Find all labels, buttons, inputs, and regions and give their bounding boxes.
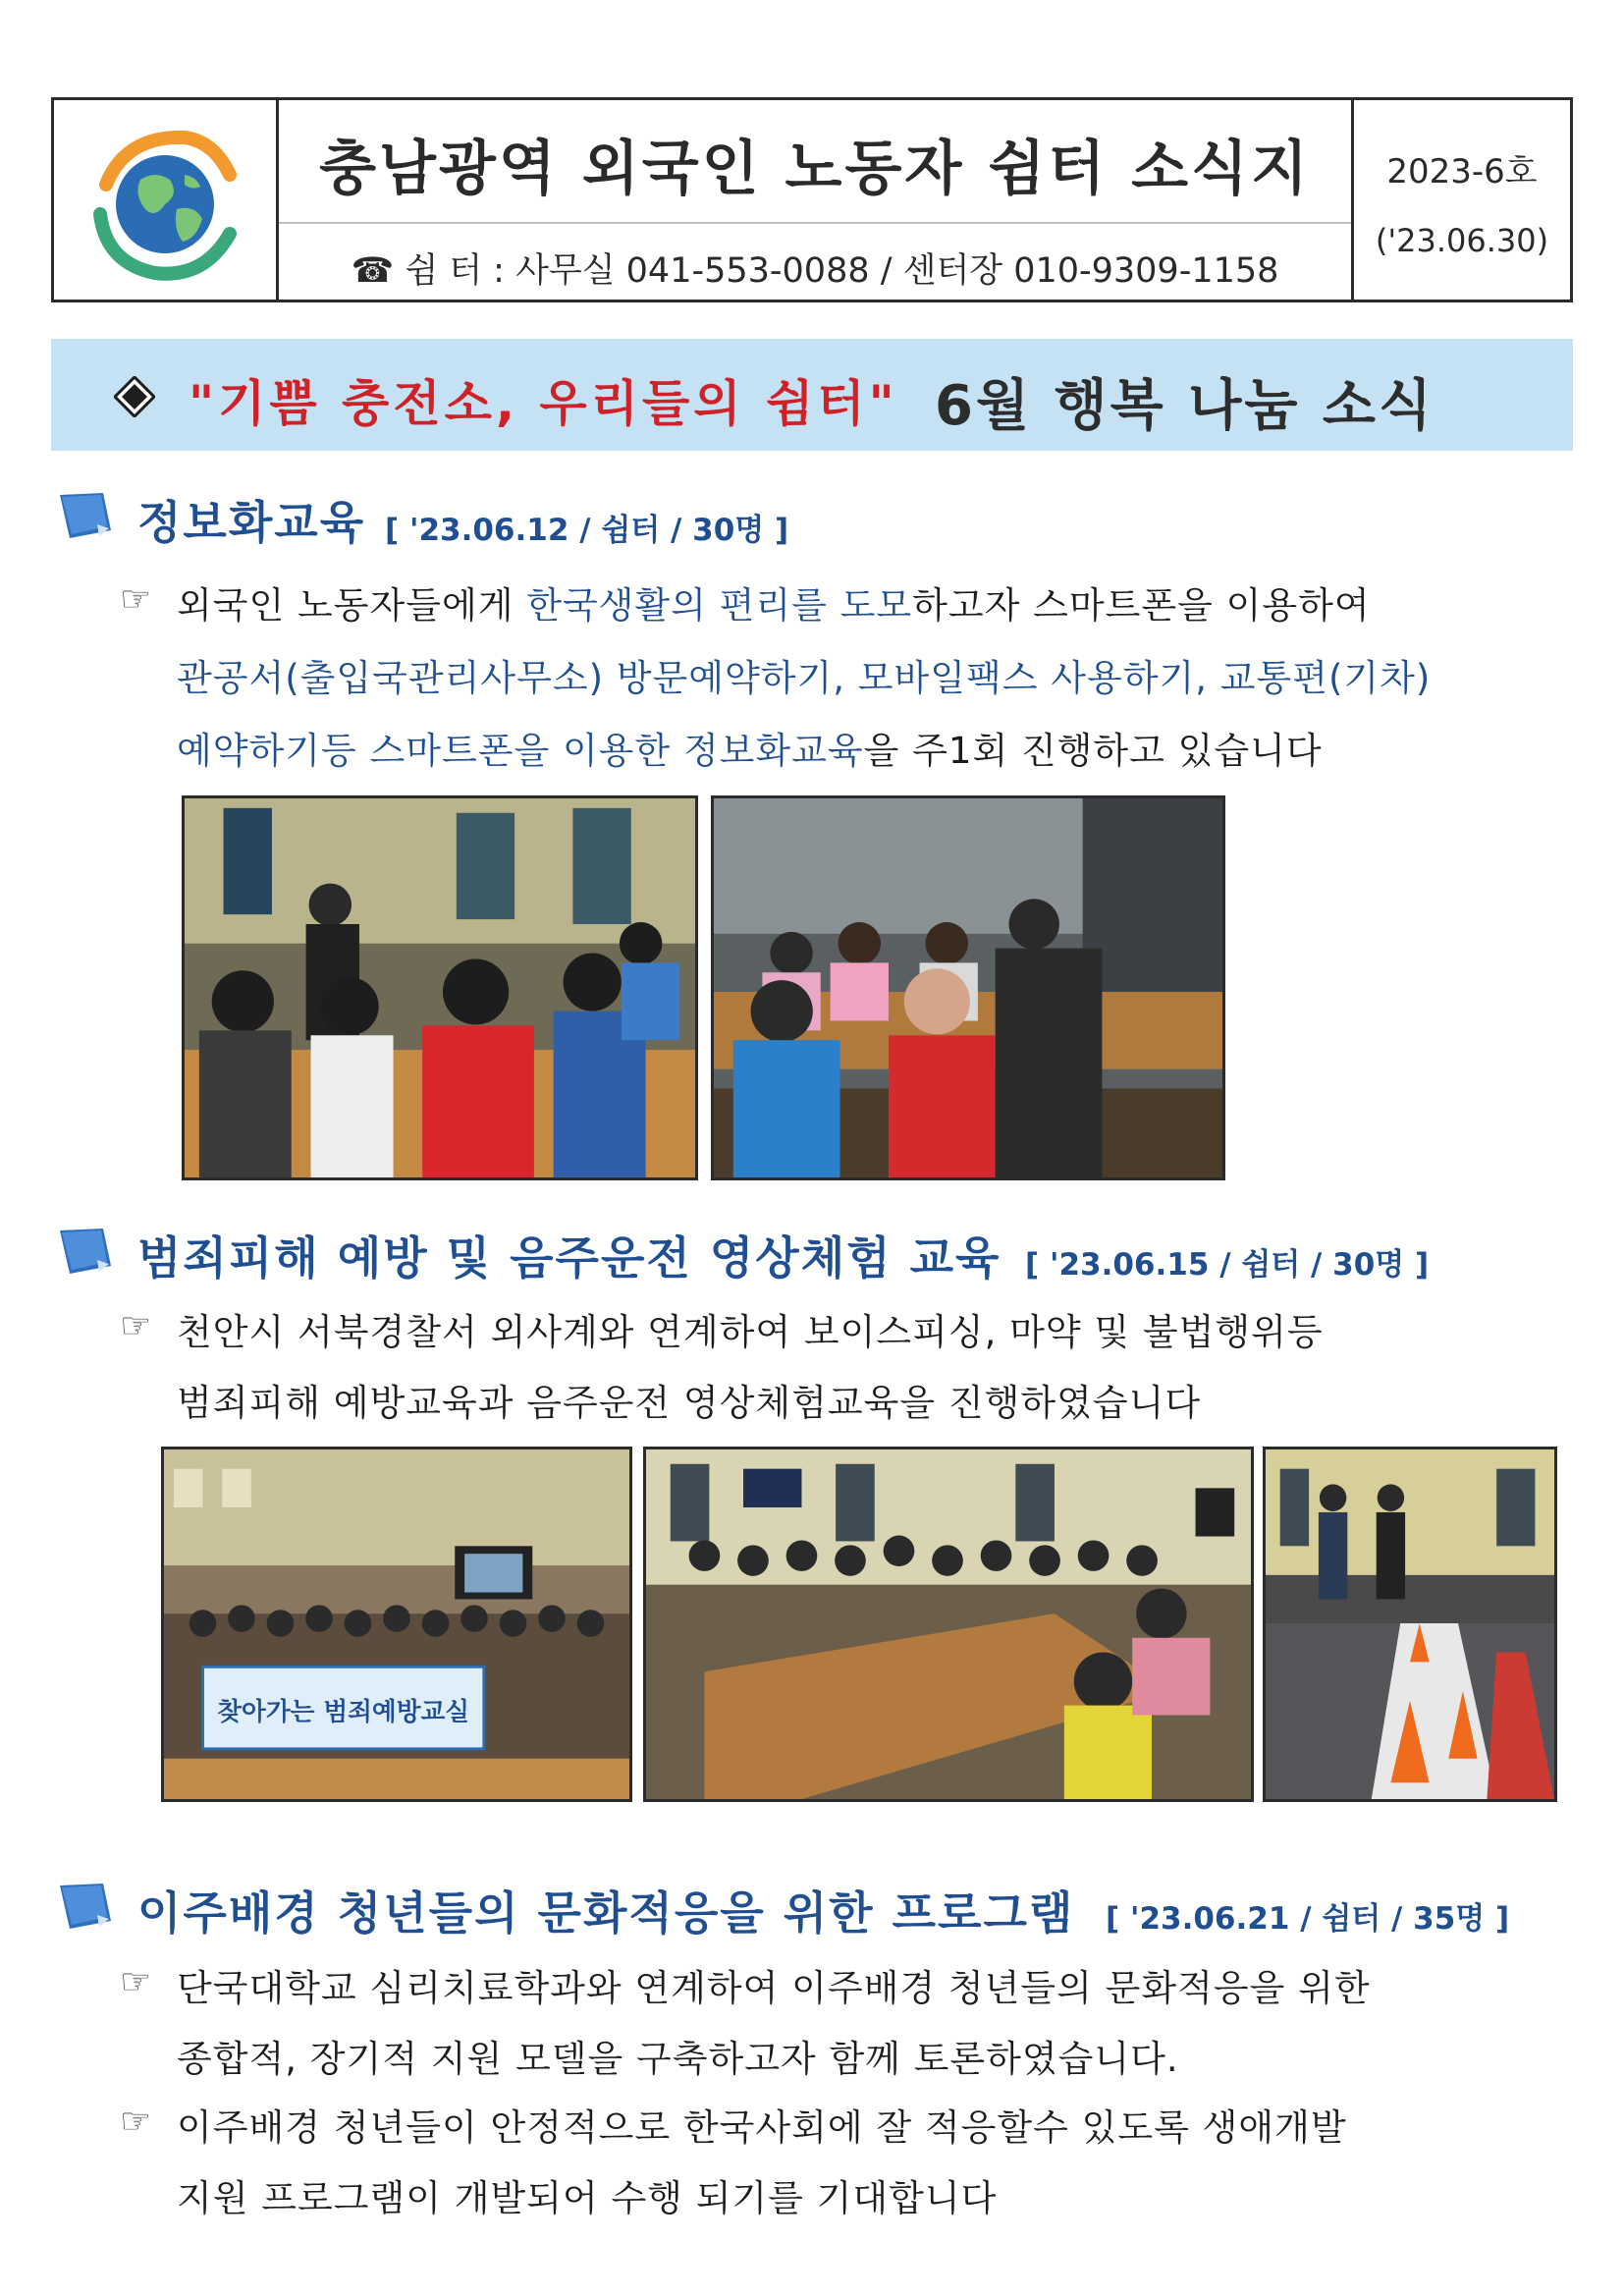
paragraph-line: 이주배경 청년들이 안정적으로 한국사회에 잘 적응할수 있도록 생애개발: [177, 2106, 1347, 2149]
section-title-info-edu: 정보화교육: [137, 496, 366, 549]
paragraph-line: [177, 721, 1323, 774]
title-divider: [279, 222, 1351, 224]
section-meta-youth-program: [ '23.06.21 / 쉼터 / 35명 ]: [1106, 1901, 1510, 1937]
photo-banner-text: 찾아가는 범죄예방교실: [217, 1697, 470, 1727]
diamond-icon: [114, 376, 155, 417]
pointing-hand-icon: ☞: [120, 579, 152, 620]
issue-date: ('23.06.30): [1375, 222, 1549, 259]
highlight-span: 정보화교육: [682, 730, 864, 772]
pointing-hand-icon: ☞: [120, 1962, 152, 2002]
blue-note-icon: [58, 1227, 113, 1276]
newsletter-header: [51, 97, 1573, 302]
highlight-span: 예약하기등 스마트폰을 이용한: [177, 730, 683, 772]
text-span: 외국인 노동자들에게: [177, 584, 527, 627]
globe-hands-logo-icon: [86, 126, 244, 283]
paragraph-line: 종합적, 장기적 지원 모델을 구축하고자 함께 토론하였습니다.: [177, 2038, 1179, 2080]
text-span: 을 주1회 진행하고 있습니다: [863, 730, 1323, 772]
photo-classroom: [182, 795, 698, 1180]
logo-cell: [54, 100, 279, 300]
issue-number: 2023-6호: [1386, 152, 1538, 191]
photo-police-lecture: [643, 1447, 1254, 1802]
photo-smartphone-lesson: [711, 795, 1225, 1180]
section-meta-info-edu: [ '23.06.12 / 쉼터 / 30명 ]: [385, 513, 789, 548]
headline-banner: [51, 339, 1573, 451]
paragraph-line: 관공서(출입국관리사무소) 방문예약하기, 모바일팩스 사용하기, 교통편(기차): [177, 657, 1432, 699]
photo-group-banner: [161, 1447, 632, 1802]
contact-info: ☎ 쉼 터 : 사무실 041-553-0088 / 센터장 010-9309-1158: [351, 251, 1279, 291]
pointing-hand-icon: ☞: [120, 1306, 152, 1346]
text-span: 하고자 스마트폰을 이용하여: [912, 584, 1371, 627]
pointing-hand-icon: ☞: [120, 2102, 152, 2142]
blue-note-icon: [58, 491, 113, 540]
paragraph-line: [177, 575, 1371, 629]
photo-drunk-driving-experience: [1263, 1447, 1557, 1802]
paragraph-line: 단국대학교 심리치료학과와 연계하여 이주배경 청년들의 문화적응을 위한: [177, 1967, 1371, 2009]
section-title-crime-prevention: 범죄피해 예방 및 음주운전 영상체험 교육: [137, 1231, 1001, 1285]
highlight-span: 한국생활의 편리를 도모: [526, 584, 913, 627]
issue-cell: [1351, 100, 1570, 300]
paragraph-line: 범죄피해 예방교육과 음주운전 영상체험교육을 진행하였습니다: [177, 1382, 1202, 1424]
banner-subtitle: 6월 행복 나눔 소식: [935, 374, 1435, 438]
paragraph-line: 지원 프로그램이 개발되어 수행 되기를 기대합니다: [177, 2177, 998, 2219]
paragraph-line: 천안시 서북경찰서 외사계와 연계하여 보이스피싱, 마약 및 불법행위등: [177, 1311, 1324, 1353]
newsletter-title: 충남광역 외국인 노동자 쉼터 소식지: [319, 135, 1311, 203]
section-title-youth-program: 이주배경 청년들의 문화적응을 위한 프로그램: [137, 1886, 1075, 1940]
blue-note-icon: [58, 1882, 113, 1931]
section-meta-crime-prevention: [ '23.06.15 / 쉼터 / 30명 ]: [1025, 1247, 1430, 1283]
title-cell: [279, 100, 1351, 300]
banner-quote: "기쁨 충전소, 우리들의 쉼터": [189, 375, 898, 432]
